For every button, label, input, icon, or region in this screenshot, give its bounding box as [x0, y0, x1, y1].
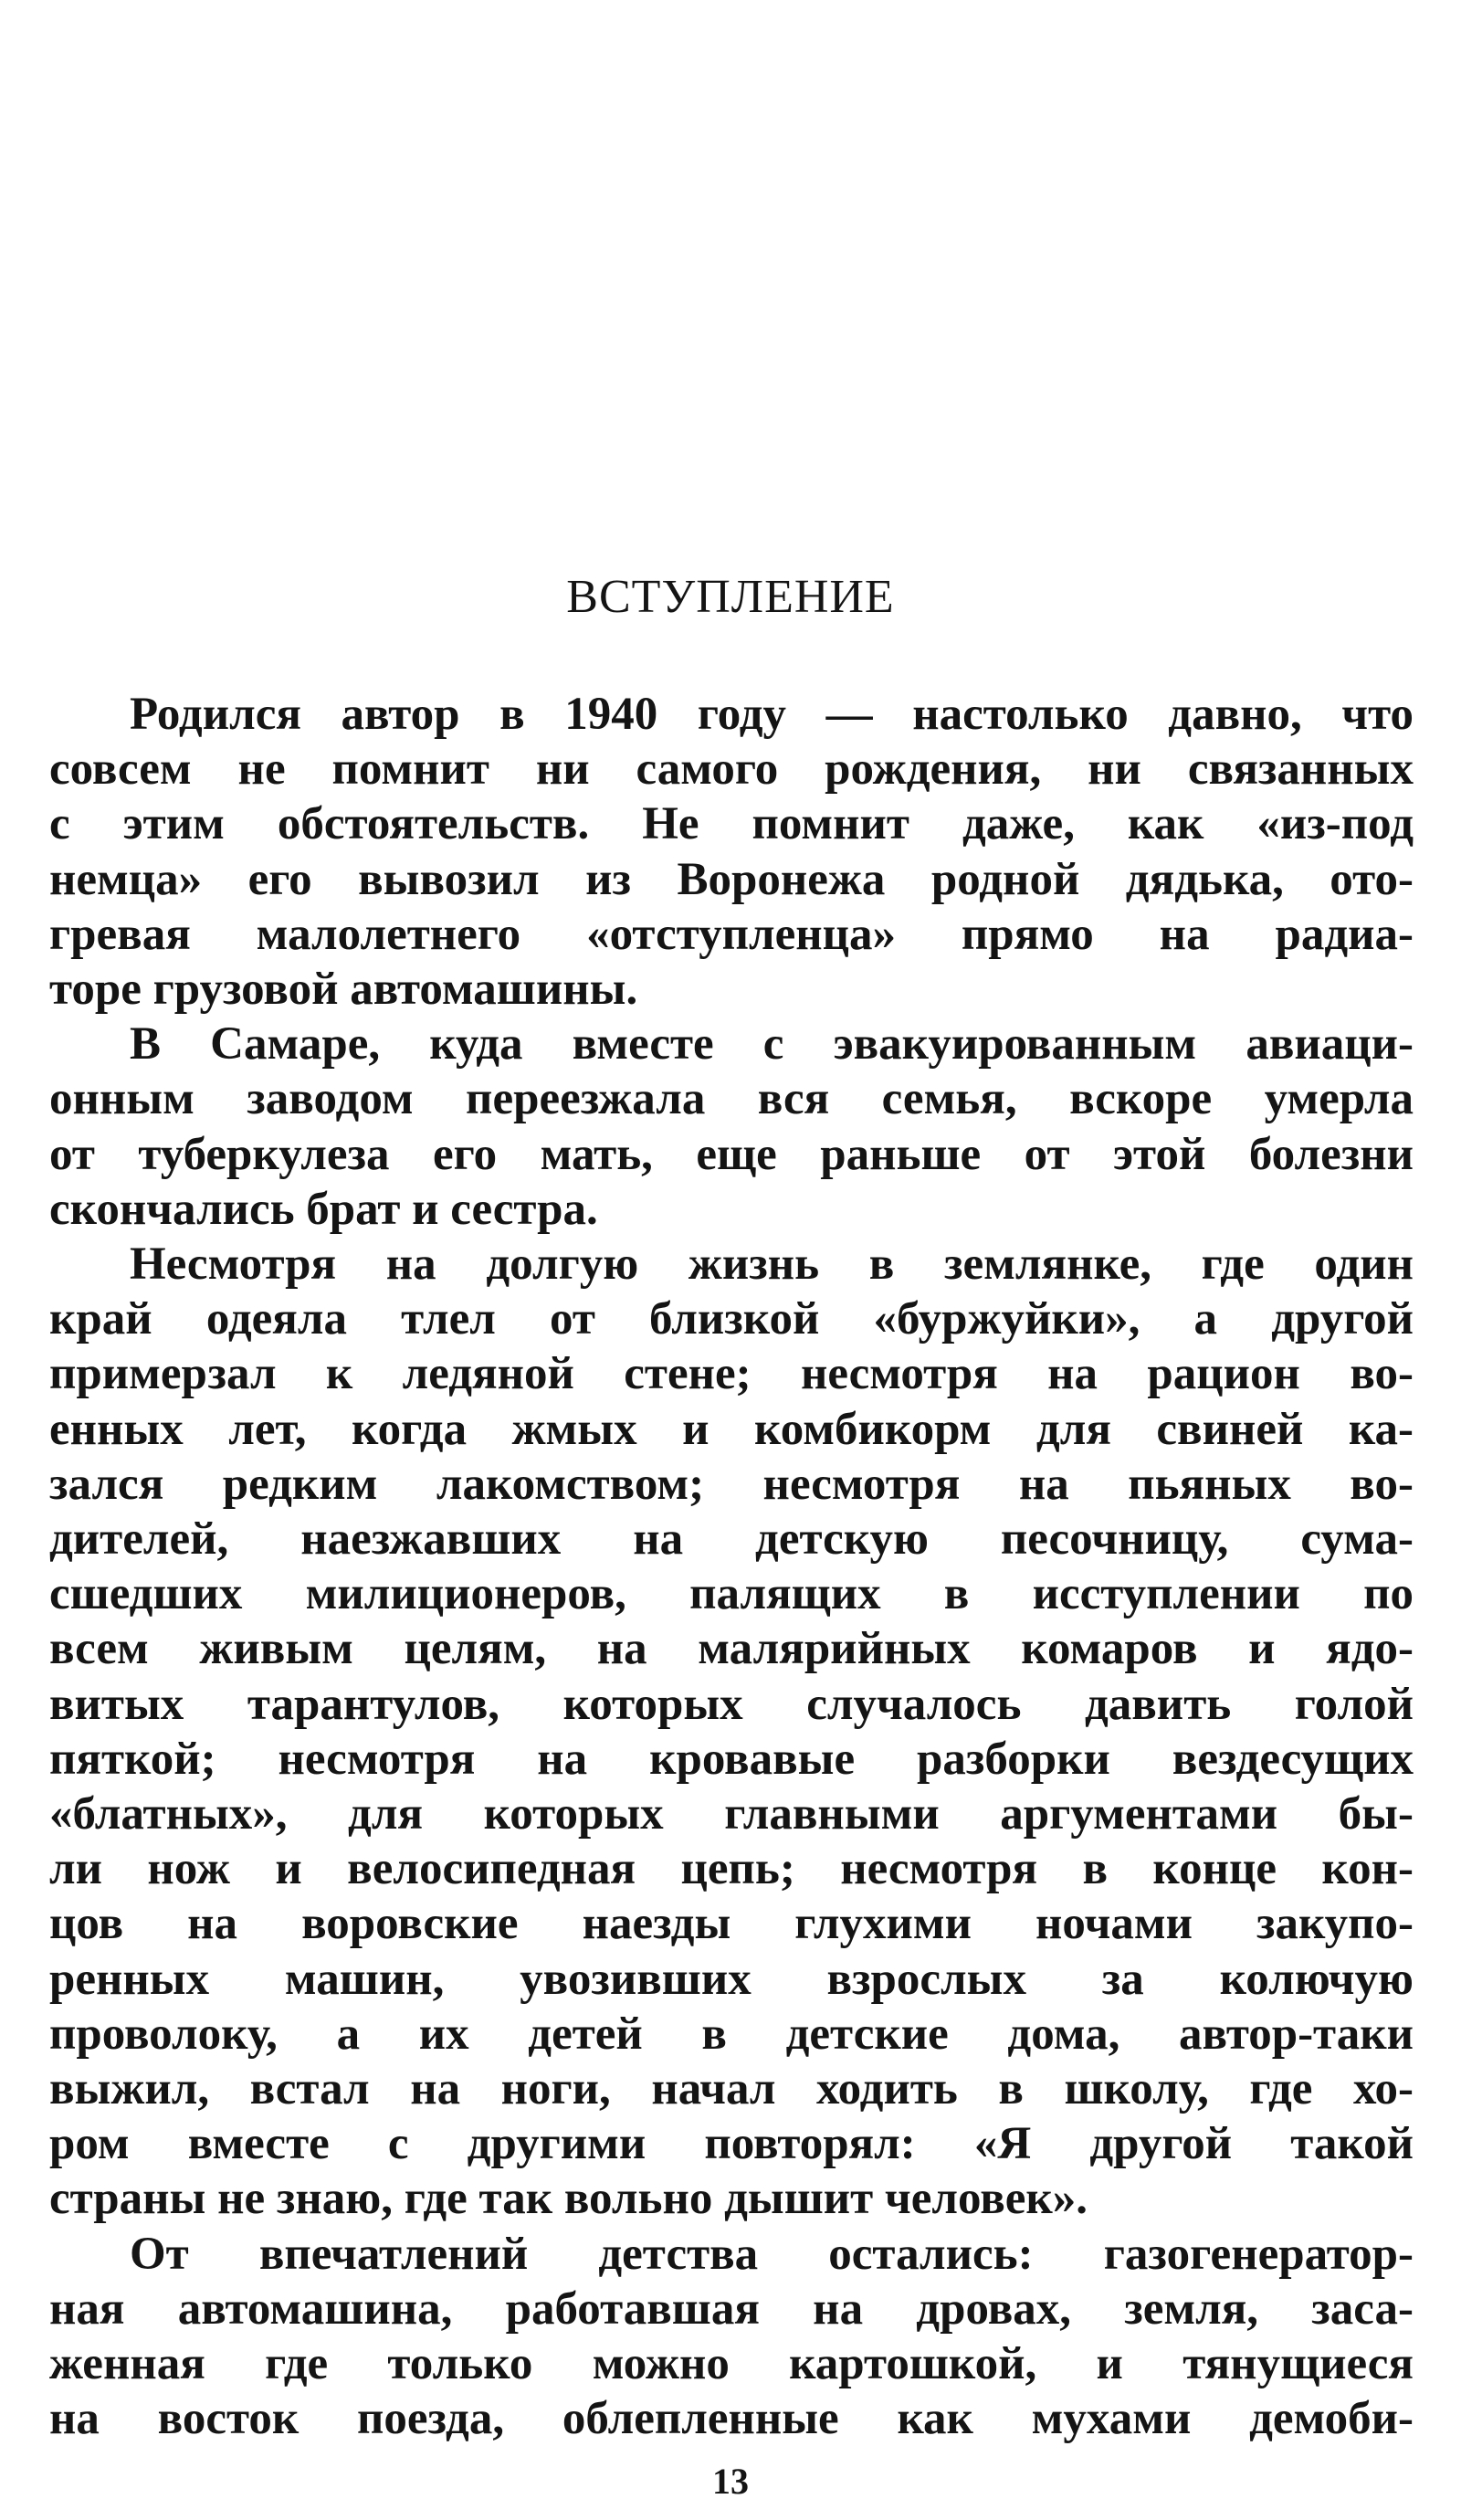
text-line: на восток поезда, облепленные как мухами демоби- — [49, 2393, 1414, 2445]
text-line: с этим обстоятельств. Не помнит даже, как «из-под — [49, 798, 1414, 850]
text-line: ная автомашина, работавшая на дровах, земля, заса- — [49, 2283, 1414, 2335]
text-line: дителей, наезжавших на детскую песочницу, сума- — [49, 1513, 1414, 1566]
text-line: страны не знаю, где так вольно дышит человек». — [49, 2173, 1088, 2225]
text-line: проволоку, а их детей в детские дома, автор-таки — [49, 2008, 1414, 2060]
text-line: торе грузовой автомашины. — [49, 964, 638, 1016]
text-line: примерзал к ледяной стене; несмотря на рацион во- — [49, 1348, 1414, 1400]
text-line: Родился автор в 1940 году — настолько давно, что — [130, 689, 1414, 740]
text-line: женная где только можно картошкой, и тянущиеся — [49, 2338, 1414, 2390]
chapter-title: ВСТУПЛЕНИЕ — [566, 571, 895, 623]
text-line: ренных машин, увозивших взрослых за колючую — [49, 1953, 1414, 2005]
text-line: немца» его вывозил из Воронежа родной дядька, ото- — [49, 853, 1414, 905]
paragraph — [49, 687, 1414, 1017]
text-line: «блатных», для которых главными аргументами бы- — [49, 1788, 1414, 1840]
text-line: ли нож и велосипедная цепь; несмотря в конце кон- — [49, 1843, 1414, 1895]
paragraph — [49, 2227, 1414, 2447]
body-text — [49, 687, 1414, 2447]
text-line: зался редким лакомством; несмотря на пьяных во- — [49, 1458, 1414, 1510]
text-line: от туберкулеза его мать, еще раньше от этой болезни — [49, 1128, 1414, 1180]
text-line: пяткой; несмотря на кровавые разборки вездесущих — [49, 1733, 1414, 1785]
text-line: цов на воровские наезды глухими ночами закупо- — [49, 1898, 1414, 1950]
page-number: 13 — [712, 2461, 749, 2502]
text-line: скончались брат и сестра. — [49, 1183, 598, 1235]
text-line: всем живым целям, на малярийных комаров и ядо- — [49, 1623, 1414, 1675]
text-line: край одеяла тлел от близкой «буржуйки», а другой — [49, 1293, 1414, 1345]
text-line: витых тарантулов, которых случалось давить голой — [49, 1678, 1414, 1730]
text-line: сшедших милиционеров, палящих в исступлении по — [49, 1568, 1414, 1620]
text-line: гревая малолетнего «отступленца» прямо на радиа- — [49, 908, 1414, 960]
paragraph — [49, 1237, 1414, 2227]
text-line: енных лет, когда жмых и комбикорм для свиней ка- — [49, 1403, 1414, 1455]
text-line: Несмотря на долгую жизнь в землянке, где один — [130, 1239, 1414, 1291]
text-line: ром вместе с другими повторял: «Я другой такой — [49, 2118, 1414, 2170]
text-line: От впечатлений детства остались: газогенератор- — [130, 2228, 1414, 2280]
text-line: онным заводом переезжала вся семья, вскоре умерла — [49, 1073, 1414, 1125]
text-line: В Самаре, куда вместе с эвакуированным авиаци- — [130, 1018, 1414, 1070]
text-line: совсем не помнит ни самого рождения, ни связанных — [49, 743, 1414, 796]
paragraph — [49, 1017, 1414, 1237]
text-line: выжил, встал на ноги, начал ходить в школу, где хо- — [49, 2063, 1414, 2115]
